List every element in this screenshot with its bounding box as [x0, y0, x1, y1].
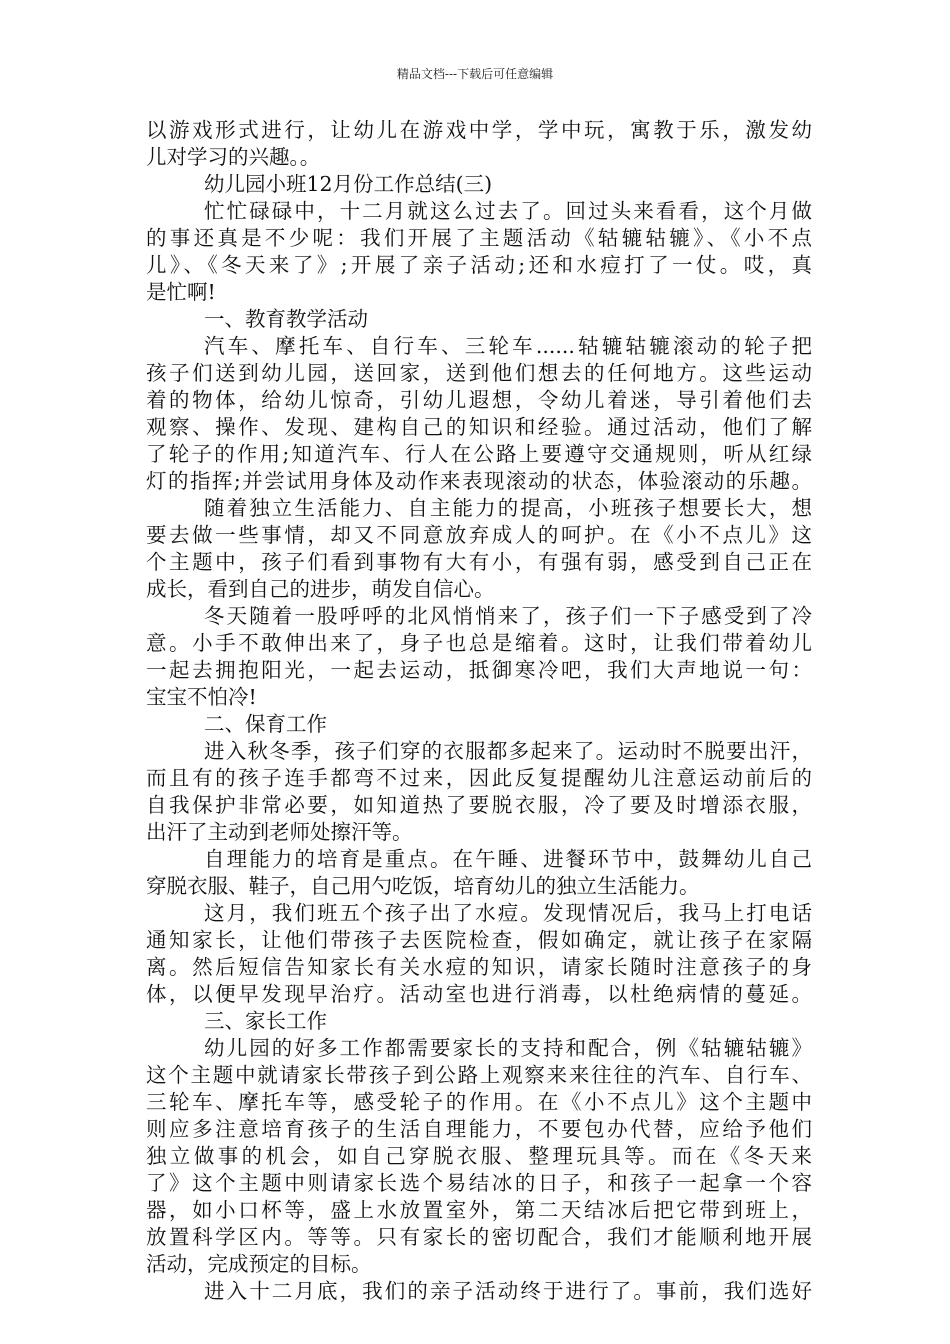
- text-line: 宝宝不怕冷!: [146, 685, 257, 709]
- text-line: 汽车、摩托车、自行车、三轮车......轱辘轱辘滚动的轮子把: [204, 334, 812, 358]
- text-line: 穿脱衣服、鞋子，自己用勺吃饭，培育幼儿的独立生活能力。: [146, 874, 700, 898]
- text-line: 随着独立生活能力、自主能力的提高，小班孩子想要长大，想: [204, 496, 812, 520]
- text-line: 而且有的孩子连手都弯不过来，因此反复提醒幼儿注意运动前后的: [146, 766, 812, 790]
- text-line: 冬天随着一股呼呼的北风悄悄来了，孩子们一下子感受到了冷: [204, 604, 812, 628]
- text-line: 了轮子的作用;知道汽车、行人在公路上要遵守交通规则，听从红绿: [146, 442, 812, 466]
- text-line: 个主题中，孩子们看到事物有大有小，有强有弱，感受到自己正在: [146, 550, 812, 574]
- text-line: 观察、操作、发现、建构自己的知识和经验。通过活动，他们了解: [146, 415, 812, 439]
- text-line: 进入十二月底，我们的亲子活动终于进行了。事前，我们选好: [204, 1279, 812, 1303]
- text-line: 则应多注意培育孩子的生活自理能力，不要包办代替，应给予他们: [146, 1117, 812, 1141]
- text-line: 体，以便早发现早治疗。活动室也进行消毒，以杜绝病情的蔓延。: [146, 982, 812, 1006]
- text-line: 着的物体，给幼儿惊奇，引幼儿遐想，令幼儿着迷，导引着他们去: [146, 388, 812, 412]
- text-line: 儿》、《冬天来了》;开展了亲子活动;还和水痘打了一仗。哎，真: [146, 253, 812, 277]
- document-body: [146, 117, 812, 1305]
- text-line: 自理能力的培育是重点。在午睡、进餐环节中，鼓舞幼儿自己: [204, 847, 812, 871]
- text-line: 通知家长，让他们带孩子去医院检查，假如确定，就让孩子在家隔: [146, 928, 812, 952]
- text-line: 幼儿园小班12月份工作总结(三): [204, 172, 493, 196]
- text-line: 放置科学区内。等等。只有家长的密切配合，我们才能顺利地开展: [146, 1225, 812, 1249]
- text-line: 器，如小口杯等，盛上水放置室外，第二天结冰后把它带到班上，: [146, 1198, 812, 1222]
- text-line: 是忙啊!: [146, 280, 216, 304]
- text-line: 的事还真是不少呢：我们开展了主题活动《轱辘轱辘》、《小不点: [146, 226, 812, 250]
- text-line: 灯的指挥;并尝试用身体及动作来表现滚动的状态，体验滚动的乐趣。: [146, 469, 812, 493]
- text-line: 要去做一些事情，却又不同意放弃成人的呵护。在《小不点儿》这: [146, 523, 812, 547]
- text-line: 三轮车、摩托车等，感受轮子的作用。在《小不点儿》这个主题中: [146, 1090, 812, 1114]
- text-line: 一、教育教学活动: [204, 307, 368, 331]
- text-line: 了》这个主题中则请家长选个易结冰的日子，和孩子一起拿一个容: [146, 1171, 812, 1195]
- text-line: 这个主题中就请家长带孩子到公路上观察来来往往的汽车、自行车、: [146, 1063, 812, 1087]
- text-line: 二、保育工作: [204, 712, 327, 736]
- text-line: 以游戏形式进行，让幼儿在游戏中学，学中玩，寓教于乐，激发幼: [146, 118, 812, 142]
- text-line: 离。然后短信告知家长有关水痘的知识，请家长随时注意孩子的身: [146, 955, 812, 979]
- text-line: 孩子们送到幼儿园，送回家，送到他们想去的任何地方。这些运动: [146, 361, 812, 385]
- text-line: 一起去拥抱阳光，一起去运动，抵御寒冷吧，我们大声地说一句：: [146, 658, 812, 682]
- text-line: 幼儿园的好多工作都需要家长的支持和配合，例《轱辘轱辘》: [204, 1036, 812, 1060]
- text-line: 忙忙碌碌中，十二月就这么过去了。回过头来看看，这个月做: [204, 199, 812, 223]
- text-line: 这月，我们班五个孩子出了水痘。发现情况后，我马上打电话: [204, 901, 812, 925]
- text-line: 成长，看到自己的进步，萌发自信心。: [146, 577, 495, 601]
- text-line: 三、家长工作: [204, 1009, 327, 1033]
- text-line: 意。小手不敢伸出来了，身子也总是缩着。这时，让我们带着幼儿: [146, 631, 812, 655]
- page-header: 精品文档---下载后可任意编辑: [396, 67, 554, 81]
- text-line: 独立做事的机会，如自己穿脱衣服、整理玩具等。而在《冬天来: [146, 1144, 812, 1168]
- text-line: 儿对学习的兴趣。。: [146, 145, 321, 169]
- text-line: 出汗了主动到老师处擦汗等。: [146, 820, 413, 844]
- text-line: 活动，完成预定的目标。: [146, 1252, 372, 1276]
- text-line: 进入秋冬季，孩子们穿的衣服都多起来了。运动时不脱要出汗，: [204, 739, 812, 763]
- text-line: 自我保护非常必要，如知道热了要脱衣服，冷了要及时增添衣服，: [146, 793, 812, 817]
